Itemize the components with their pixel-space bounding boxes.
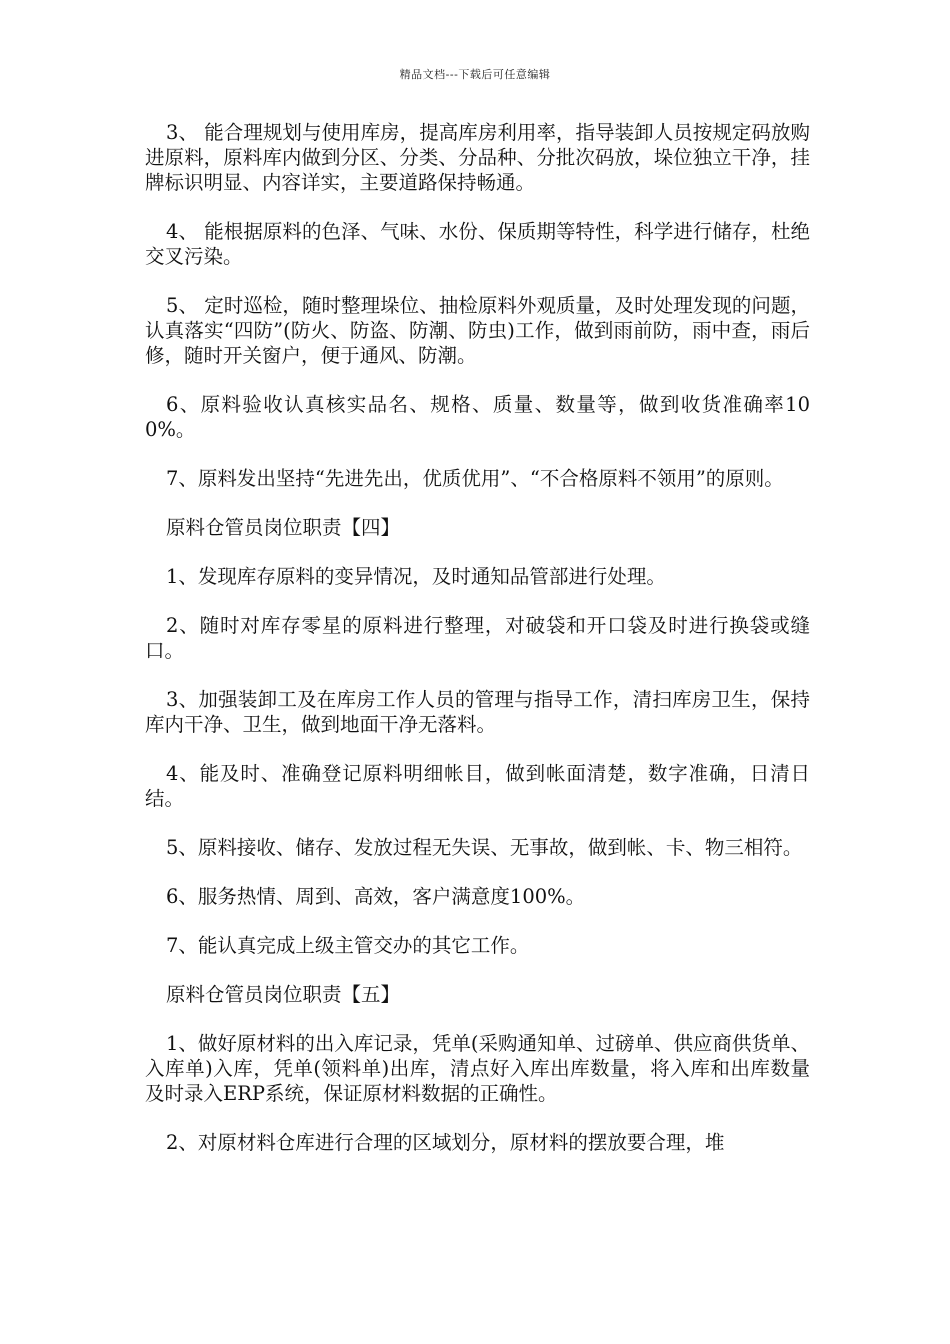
paragraph-item-4: 4、 能根据原料的色泽、气味、水份、保质期等特性，科学进行储存，杜绝交叉污染。: [145, 220, 810, 268]
paragraph-item-5: 5、原料接收、储存、发放过程无失误、无事故，做到帐、卡、物三相符。: [166, 836, 803, 859]
section-heading-5: 原料仓管员岗位职责【五】: [166, 983, 401, 1006]
paragraph-item-2: 2、对原材料仓库进行合理的区域划分，原材料的摆放要合理，堆: [166, 1131, 725, 1154]
section-heading-4: 原料仓管员岗位职责【四】: [166, 516, 401, 539]
paragraph-item-6: 6、原料验收认真核实品名、规格、质量、数量等，做到收货准确率100%。: [145, 393, 810, 441]
paragraph-item-4: 4、能及时、准确登记原料明细帐目，做到帐面清楚，数字准确，日清日结。: [145, 762, 810, 810]
paragraph-item-1: 1、发现库存原料的变异情况，及时通知品管部进行处理。: [166, 565, 666, 588]
paragraph-item-7: 7、原料发出坚持“先进先出，优质优用”、“不合格原料不领用”的原则。: [166, 467, 784, 490]
page-header: 精品文档---下载后可任意编辑: [399, 68, 551, 81]
paragraph-item-2: 2、随时对库存零星的原料进行整理，对破袋和开口袋及时进行换袋或缝口。: [145, 614, 810, 662]
paragraph-item-6: 6、服务热情、周到、高效，客户满意度100%。: [166, 885, 586, 908]
paragraph-item-7: 7、能认真完成上级主管交办的其它工作。: [166, 934, 530, 957]
paragraph-item-3: 3、 能合理规划与使用库房，提高库房利用率，指导装卸人员按规定码放购进原料，原料库内做到分区、分类、分品种、分批次码放，垛位独立干净，挂牌标识明显、内容详实，主要道路保持畅通。: [145, 121, 810, 194]
paragraph-item-5: 5、 定时巡检，随时整理垛位、抽检原料外观质量，及时处理发现的问题，认真落实“四防”(防火、防盗、防潮、防虫)工作，做到雨前防，雨中查，雨后修，随时开关窗户，便于通风、防潮。: [145, 294, 810, 367]
paragraph-item-1: 1、做好原材料的出入库记录，凭单(采购通知单、过磅单、供应商供货单、入库单)入库，凭单(领料单)出库，清点好入库出库数量，将入库和出库数量及时录入ERP系统，保证原材料数据的正确性。: [145, 1032, 811, 1105]
document-body: [145, 120, 810, 1179]
paragraph-item-3: 3、加强装卸工及在库房工作人员的管理与指导工作，清扫库房卫生，保持库内干净、卫生，做到地面干净无落料。: [145, 688, 810, 736]
